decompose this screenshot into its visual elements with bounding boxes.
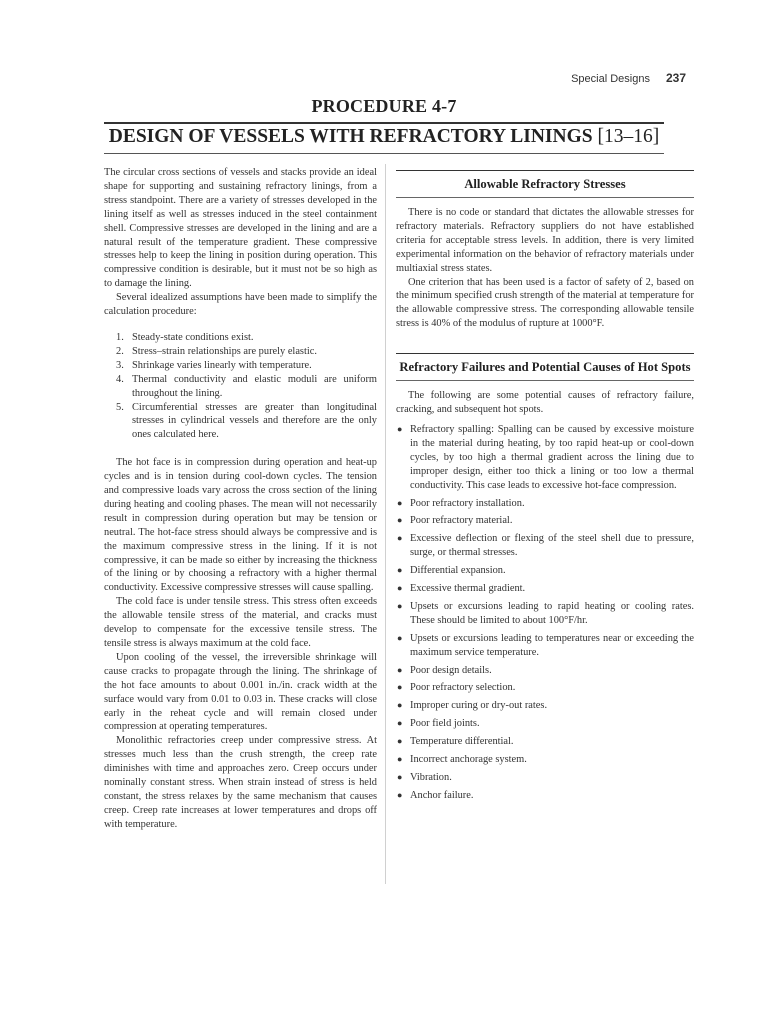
bullet-icon: ● [397,789,403,800]
failure-cause-item [396,735,694,749]
failure-cause-item [396,514,694,528]
procedure-title: PROCEDURE 4-7 [311,96,457,116]
assumption-text: Circumferential stresses are greater than longitudinal stresses in cylindrical vessels and therefore are the only ones calculated here. [132,401,377,441]
assumption-text: Shrinkage varies linearly with temperature. [132,359,312,371]
assumption-item [104,331,377,345]
failure-cause-text: Poor field joints. [410,718,480,730]
bullet-icon: ● [397,497,403,508]
failure-causes-list [396,423,694,803]
column-divider [385,164,386,884]
failure-cause-text: Excessive thermal gradient. [410,583,526,595]
failure-cause-item [396,753,694,767]
assumption-text: Steady-state conditions exist. [132,331,254,343]
failure-cause-item [396,717,694,731]
assumption-number: 2. [116,345,124,357]
bullet-icon: ● [397,632,403,643]
failure-cause-item [396,664,694,678]
bullet-icon: ● [397,533,403,544]
title-rule-top [104,122,664,124]
assumption-number: 5. [116,401,124,413]
bullet-icon: ● [397,583,403,594]
failure-cause-text: Differential expansion. [410,565,506,577]
bullet-icon: ● [397,515,403,526]
allowable-stresses-paragraph: There is no code or standard that dictates the allowable stresses for refractory materials. Refractory suppliers do not have established criteria for acceptable stress levels. In addition, there is very limited experimental information on the behavior of refractory materials under multiaxial stress states. [396,207,694,274]
assumptions-list [104,331,377,442]
failure-cause-item [396,699,694,713]
section-heading-refractory-failures: Refractory Failures and Potential Causes of Hot Spots [399,360,691,375]
failure-cause-item [396,582,694,596]
failure-cause-text: Upsets or excursions leading to rapid heating or cooling rates. These should be limited to about 100°F/hr. [410,600,694,626]
intro-paragraph: The circular cross sections of vessels and stacks provide an ideal shape for supporting and sustaining refractory linings, from a stress standpoint. There are a variety of stresses developed in the lining itself as well as stresses induced in the steel containment shell. Compressive stresses are developed in the lining and are a natural result of the temperature gradient. These compressive stresses help to keep the lining in position during operation. This compressive condition is desirable, but it must not be so high as to damage the lining. [104,167,377,290]
bullet-icon: ● [397,700,403,711]
bullet-icon: ● [397,736,403,747]
bullet-icon: ● [397,772,403,782]
failure-cause-item [396,564,694,578]
main-title-reference: [13–16] [597,126,660,147]
bullet-icon: ● [397,718,403,729]
failure-cause-item [396,771,694,785]
assumption-number: 1. [116,331,124,343]
assumption-item [104,401,377,443]
bullet-icon: ● [397,682,403,693]
assumption-text: Thermal conductivity and elastic moduli are uniform throughout the lining. [132,373,377,399]
failure-cause-text: Anchor failure. [410,789,474,801]
section-heading-allowable-stresses: Allowable Refractory Stresses [464,177,626,191]
bullet-icon: ● [397,664,403,675]
right-column [396,170,694,807]
failure-cause-text: Upsets or excursions leading to temperatures near or exceeding the maximum service temperature. [410,632,694,658]
failure-cause-text: Poor refractory selection. [410,682,516,694]
bullet-icon: ● [397,600,403,611]
page-number: 237 [665,71,686,85]
bullet-icon: ● [397,565,403,576]
cooling-paragraph: Upon cooling of the vessel, the irreversible shrinkage will cause cracks to propagate through the lining. The shrinkage of the hot face amounts to about 0.001 in./in. crack width at the surface would vary from 0.01 to 0.03 in. These cracks will close early in the reheat cycle and will remain closed under compression at operating temperatures. [104,651,377,733]
failure-cause-text: Poor refractory installation. [410,497,525,509]
assumptions-intro-paragraph: Several idealized assumptions have been made to simplify the calculation procedure: [104,292,377,318]
failure-cause-text: Poor refractory material. [410,515,513,527]
failure-cause-item [396,632,694,660]
failure-cause-item [396,600,694,628]
failure-cause-item [396,681,694,695]
creep-paragraph: Monolithic refractories creep under compressive stress. At stresses much less than the crush strength, the creep rate diminishes with time and approaches zero. Creep occurs under nominally constant stress. When strain instead of stress is held constant, the stress relaxes by the same mechanism that causes creep. Creep rate increases at lower temperatures and drops off with temperature. [104,735,377,830]
assumption-item [104,345,377,359]
failure-cause-item [396,789,694,803]
main-title [0,126,768,148]
failure-cause-text: Temperature differential. [410,736,514,748]
assumption-item [104,359,377,373]
failure-cause-text: Excessive deflection or flexing of the steel shell due to pressure, surge, or thermal stresses. [410,533,694,559]
title-rule-bottom [104,153,664,154]
running-head-section: Special Designs [571,73,650,85]
assumption-item [104,373,377,401]
left-column [104,166,377,832]
assumption-text: Stress–strain relationships are purely elastic. [132,345,317,357]
failure-cause-item [396,497,694,511]
failure-cause-text: Refractory spalling: Spalling can be caused by excessive moisture in the material during heating, by too rapid heat-up or cool-down cycles, by too high a thermal gradient across the lining due to improper design, either too thick a lining or too low a thermal conductivity. This case leads to excessive hot-face compression. [410,423,694,491]
failures-intro-paragraph: The following are some potential causes of refractory failure, cracking, and subsequent hot spots. [396,390,694,416]
safety-factor-paragraph: One criterion that has been used is a factor of safety of 2, based on the minimum specified crush strength of the material at temperature for the allowable compressive stress. The corresponding allowable tensile stress is 40% of the modulus of rupture at 1000°F. [396,276,694,330]
main-title-text: DESIGN OF VESSELS WITH REFRACTORY LININGS [108,126,593,147]
bullet-icon: ● [397,423,403,434]
hot-face-paragraph: The hot face is in compression during operation and heat-up cycles and is in tension during cool-down cycles. The tension and compressive loads vary across the cross section of the lining during heating and cooling phases. The mean will not necessarily result in compression during operation but may be tension or neutral. The hot-face stress should always be compressive and is the maximum compressive stress in the lining. If it is not compressive, it can be made so either by increasing the thickness of the lining or by choosing a refractory with a higher thermal conductivity. Excessive compressive stresses will cause spalling. [104,457,377,594]
assumption-number: 4. [116,373,124,385]
failure-cause-text: Improper curing or dry-out rates. [410,700,548,712]
cold-face-paragraph: The cold face is under tensile stress. This stress often exceeds the allowable tensile stress of the material, and cracks must develop to compensate for the excessive tensile stress. The tensile stress is always maximum at the cold face. [104,596,377,649]
failure-cause-item [396,423,694,493]
failure-cause-text: Incorrect anchorage system. [410,754,527,766]
failure-cause-item [396,532,694,560]
running-head [571,71,686,85]
bullet-icon: ● [397,754,403,765]
failure-cause-text: Poor design details. [410,664,492,676]
failure-cause-text: Vibration. [410,772,452,783]
assumption-number: 3. [116,359,124,371]
